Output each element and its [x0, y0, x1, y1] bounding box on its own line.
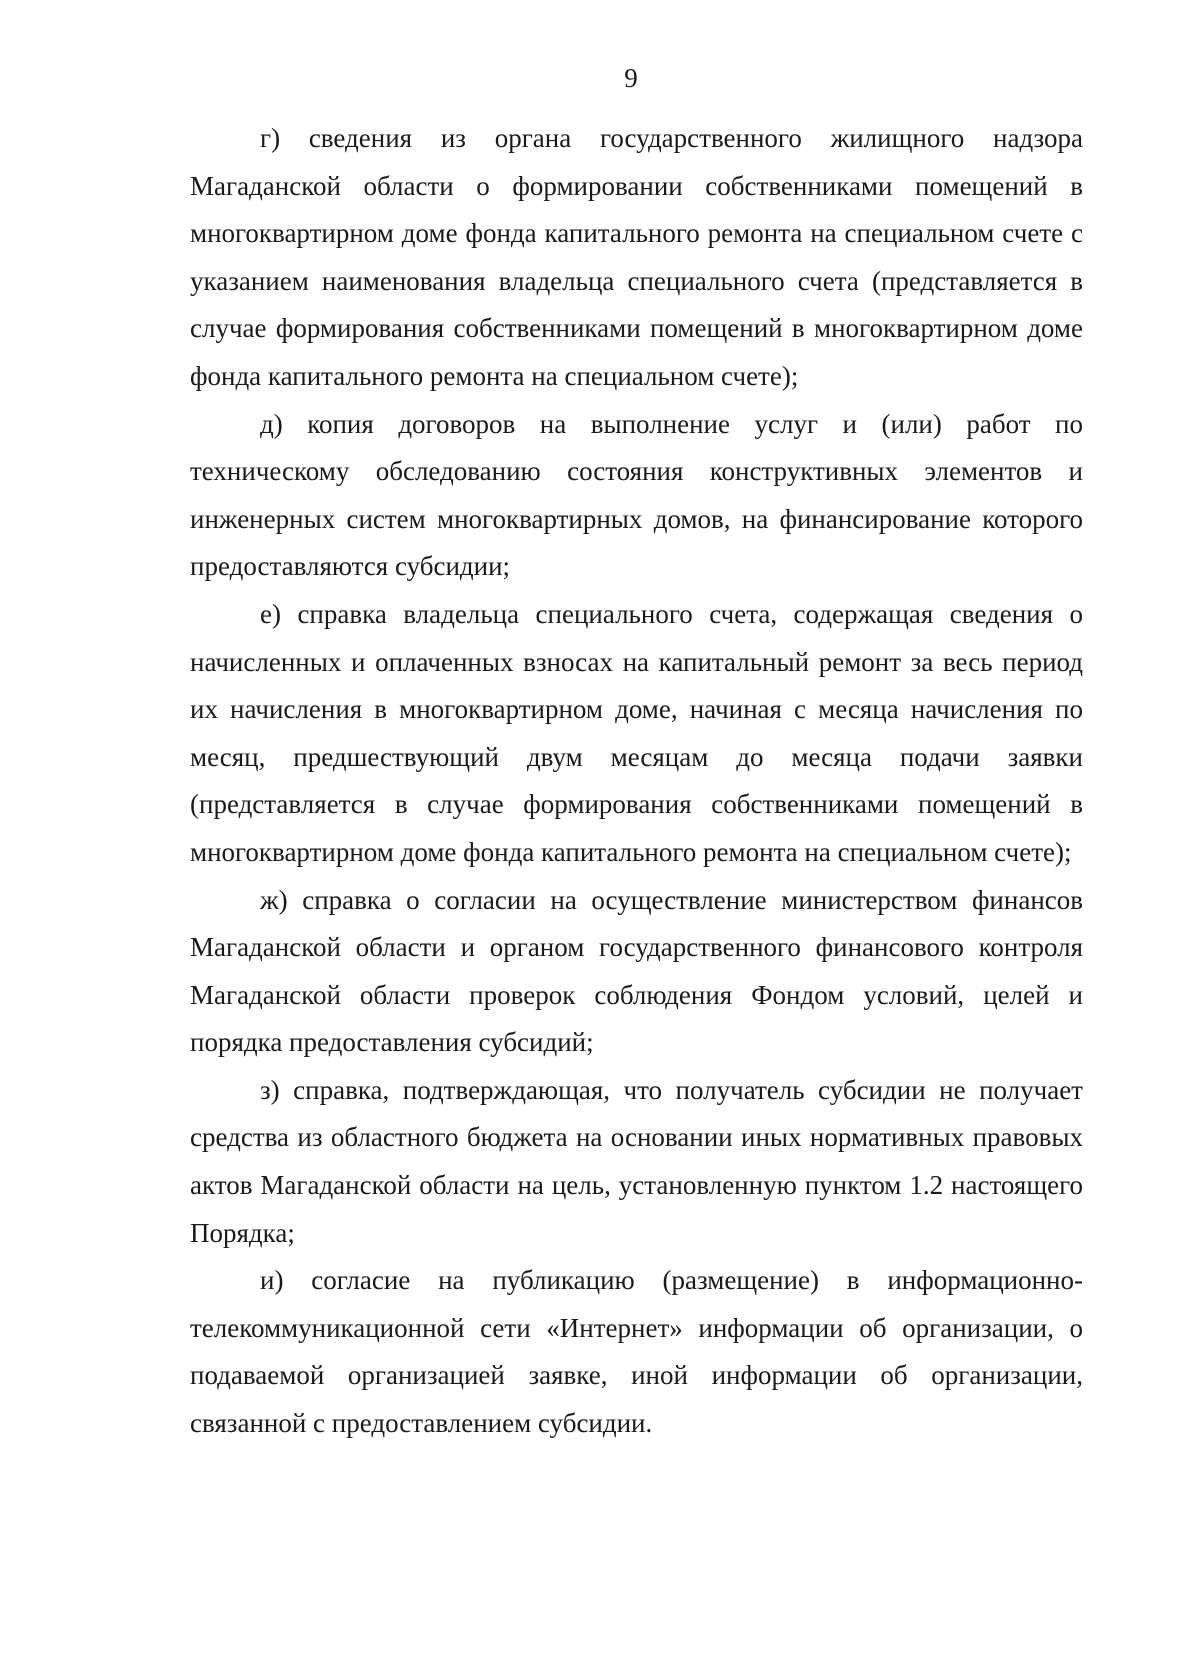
- paragraph-d: д) копия договоров на выполнение услуг и (или) работ по техническому обследованию состояния конструктивных элементов и инженерных систем многоквартирных домов, на финансирование которого предоставляются субсидии;: [190, 408, 1083, 582]
- paragraph-g: г) сведения из органа государственного жилищного надзора Магаданской области о формировании собственниками помещений в многоквартирном доме фонда капитального ремонта на специальном счете с указанием наименования владельца специального счета (представляется в случае формирования собственниками помещений в многоквартирном доме фонда капитального ремонта на специальном счете);: [190, 123, 1083, 391]
- paragraph-z: з) справка, подтверждающая, что получатель субсидии не получает средства из областного бюджета на основании иных нормативных правовых актов Магаданской области на цель, установленную пунктом 1.2 настоящего Порядка;: [190, 1074, 1083, 1248]
- paragraph-e: е) справка владельца специального счета, содержащая сведения о начисленных и оплаченных взносах на капитальный ремонт за весь период их начисления в многоквартирном доме, начиная с месяца начисления по месяц, предшествующий двум месяцам до месяца подачи заявки (представляется в случае формирования собственниками помещений в многоквартирном доме фонда капитального ремонта на специальном счете);: [190, 598, 1083, 867]
- paragraph-i: и) согласие на публикацию (размещение) в информационно-телекоммуникационной сети «Интернет» информации об организации, о подаваемой организацией заявке, иной информации об организации, связанной с предоставлением субсидии.: [190, 1265, 1083, 1439]
- paragraph-zh: ж) справка о согласии на осуществление министерством финансов Магаданской области и органом государственного финансового контроля Магаданской области проверок соблюдения Фондом условий, целей и порядка предоставления субсидий;: [190, 884, 1083, 1058]
- page-number: 9: [624, 63, 638, 93]
- document-body: [190, 115, 1083, 1448]
